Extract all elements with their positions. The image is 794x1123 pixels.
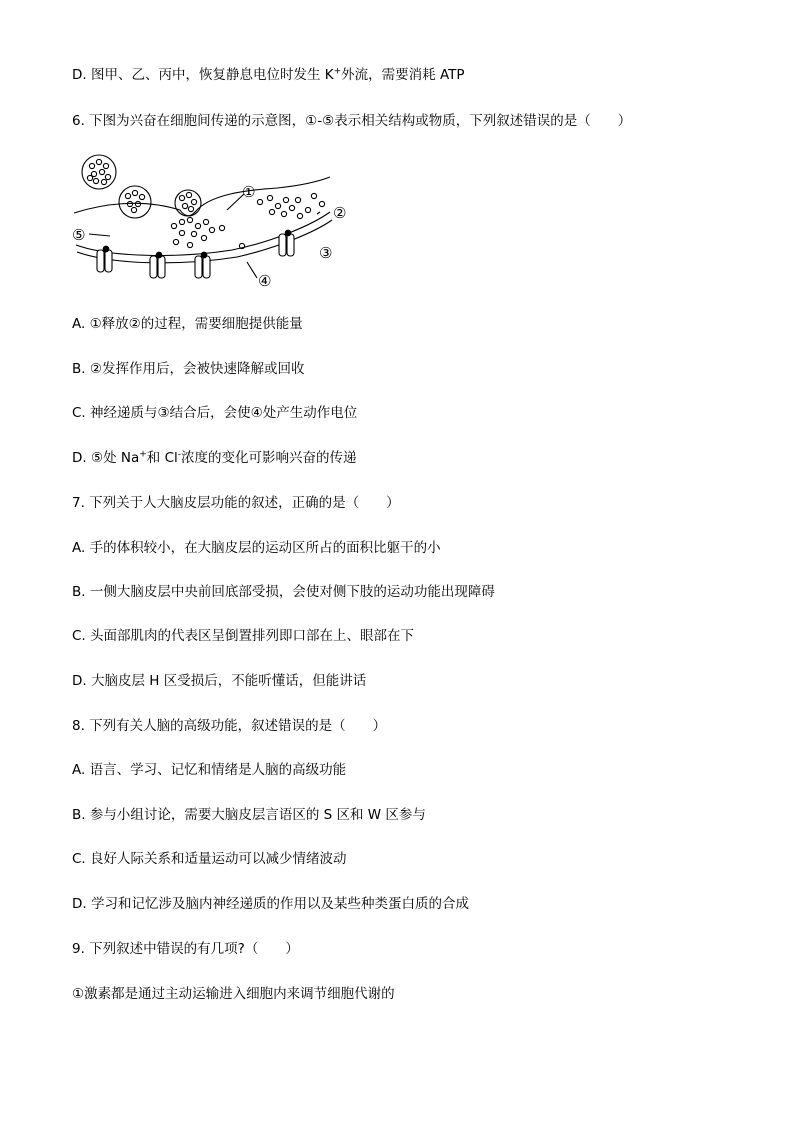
q9-stem xyxy=(72,940,299,958)
q5-option-d xyxy=(72,66,465,84)
q8-option-c xyxy=(72,850,347,868)
text-segment: D. 大脑皮层 H 区受损后，不能听懂话，但能讲话 xyxy=(72,673,367,689)
text-segment: C. 良好人际关系和适量运动可以减少情绪波动 xyxy=(72,851,347,867)
molecule xyxy=(89,163,94,168)
label-1: ① xyxy=(242,183,256,201)
molecule xyxy=(267,195,272,200)
text-segment: C. 头面部肌肉的代表区呈倒置排列即口部在上、眼部在下 xyxy=(72,628,415,644)
superscript: - xyxy=(177,449,182,460)
q6-option-b xyxy=(72,360,304,378)
molecule xyxy=(191,231,196,236)
molecule xyxy=(127,201,132,206)
molecule xyxy=(195,223,200,228)
q6-option-d xyxy=(72,449,357,467)
molecule xyxy=(171,223,176,228)
molecule xyxy=(187,217,192,222)
molecule xyxy=(281,211,286,216)
molecule xyxy=(297,213,302,218)
molecule xyxy=(179,195,184,200)
q7-option-a xyxy=(72,539,441,557)
receptor xyxy=(150,252,165,278)
q8-stem xyxy=(72,717,386,735)
molecule xyxy=(179,230,184,235)
text-segment: 6. 下图为兴奋在细胞间传递的示意图，①-⑤表示相关结构或物质，下列叙述错误的是（ ） xyxy=(72,113,632,129)
molecule xyxy=(105,174,110,179)
molecule xyxy=(219,225,224,230)
superscript: + xyxy=(333,66,342,77)
molecule xyxy=(131,207,136,212)
text-segment: 和 Cl xyxy=(146,450,178,466)
molecule xyxy=(191,199,196,204)
superscript: + xyxy=(139,449,147,460)
molecule xyxy=(319,201,324,206)
q7-option-c xyxy=(72,627,414,645)
q9-statement-1 xyxy=(72,985,395,1003)
text-segment: ①激素都是通过主动运输进入细胞内来调节细胞代谢的 xyxy=(72,986,395,1002)
text-segment: B. ②发挥作用后，会被快速降解或回收 xyxy=(72,361,305,377)
label-2: ② xyxy=(333,204,347,222)
molecule xyxy=(132,190,137,195)
molecule xyxy=(139,194,144,199)
label-4: ④ xyxy=(258,272,272,290)
molecule xyxy=(201,235,206,240)
molecule xyxy=(101,179,106,184)
molecule xyxy=(269,209,274,214)
text-segment: D. ⑤处 Na xyxy=(72,450,140,466)
q6-option-c xyxy=(72,404,357,422)
q8-option-b xyxy=(72,806,426,824)
text-segment: A. 手的体积较小，在大脑皮层的运动区所占的面积比躯干的小 xyxy=(72,540,441,556)
molecule xyxy=(188,206,193,211)
molecule xyxy=(187,242,192,247)
molecule xyxy=(275,203,280,208)
text-segment: B. 参与小组讨论，需要大脑皮层言语区的 S 区和 W 区参与 xyxy=(72,807,426,823)
molecule xyxy=(311,193,316,198)
q6-stem xyxy=(72,112,631,130)
q8-option-a xyxy=(72,761,346,779)
molecule xyxy=(179,219,184,224)
label-3: ③ xyxy=(319,244,333,262)
text-segment: 9. 下列叙述中错误的有几项?（ ） xyxy=(72,941,299,957)
molecule xyxy=(203,219,208,224)
molecule xyxy=(96,159,101,164)
q7-option-b xyxy=(72,583,495,601)
receptor xyxy=(279,230,294,256)
molecule xyxy=(99,169,104,174)
text-segment: 7. 下列关于人大脑皮层功能的叙述，正确的是（ ） xyxy=(72,495,400,511)
text-segment: B. 一侧大脑皮层中央前回底部受损，会使对侧下肢的运动功能出现障碍 xyxy=(72,584,495,600)
text-segment: A. 语言、学习、记忆和情绪是人脑的高级功能 xyxy=(72,762,347,778)
molecule xyxy=(305,207,310,212)
q8-option-d xyxy=(72,895,469,913)
text-segment: 浓度的变化可影响兴奋的传递 xyxy=(181,450,357,466)
synapse-diagram xyxy=(72,150,362,290)
molecule xyxy=(125,193,130,198)
q6-option-a xyxy=(72,315,303,333)
text-segment: D. 图甲、乙、丙中，恢复静息电位时发生 K xyxy=(72,67,334,83)
receptor xyxy=(97,246,112,272)
label-5: ⑤ xyxy=(72,226,86,244)
molecule xyxy=(257,199,262,204)
molecule xyxy=(289,205,294,210)
molecule xyxy=(295,197,300,202)
q7-option-d xyxy=(72,672,366,690)
molecule xyxy=(182,203,187,208)
molecule xyxy=(173,239,178,244)
molecule xyxy=(283,197,288,202)
q7-stem xyxy=(72,494,400,512)
text-segment: A. ①释放②的过程，需要细胞提供能量 xyxy=(72,316,303,332)
molecule xyxy=(87,175,92,180)
molecule xyxy=(135,201,140,206)
text-segment: 外流，需要消耗 ATP xyxy=(341,67,465,83)
text-segment: 8. 下列有关人脑的高级功能，叙述错误的是（ ） xyxy=(72,718,387,734)
molecule xyxy=(103,163,108,168)
text-segment: C. 神经递质与③结合后，会使④处产生动作电位 xyxy=(72,405,358,421)
receptor xyxy=(195,252,210,278)
molecule xyxy=(209,227,214,232)
molecule xyxy=(93,178,98,183)
text-segment: D. 学习和记忆涉及脑内神经递质的作用以及某些种类蛋白质的合成 xyxy=(72,896,469,912)
molecule xyxy=(186,192,191,197)
